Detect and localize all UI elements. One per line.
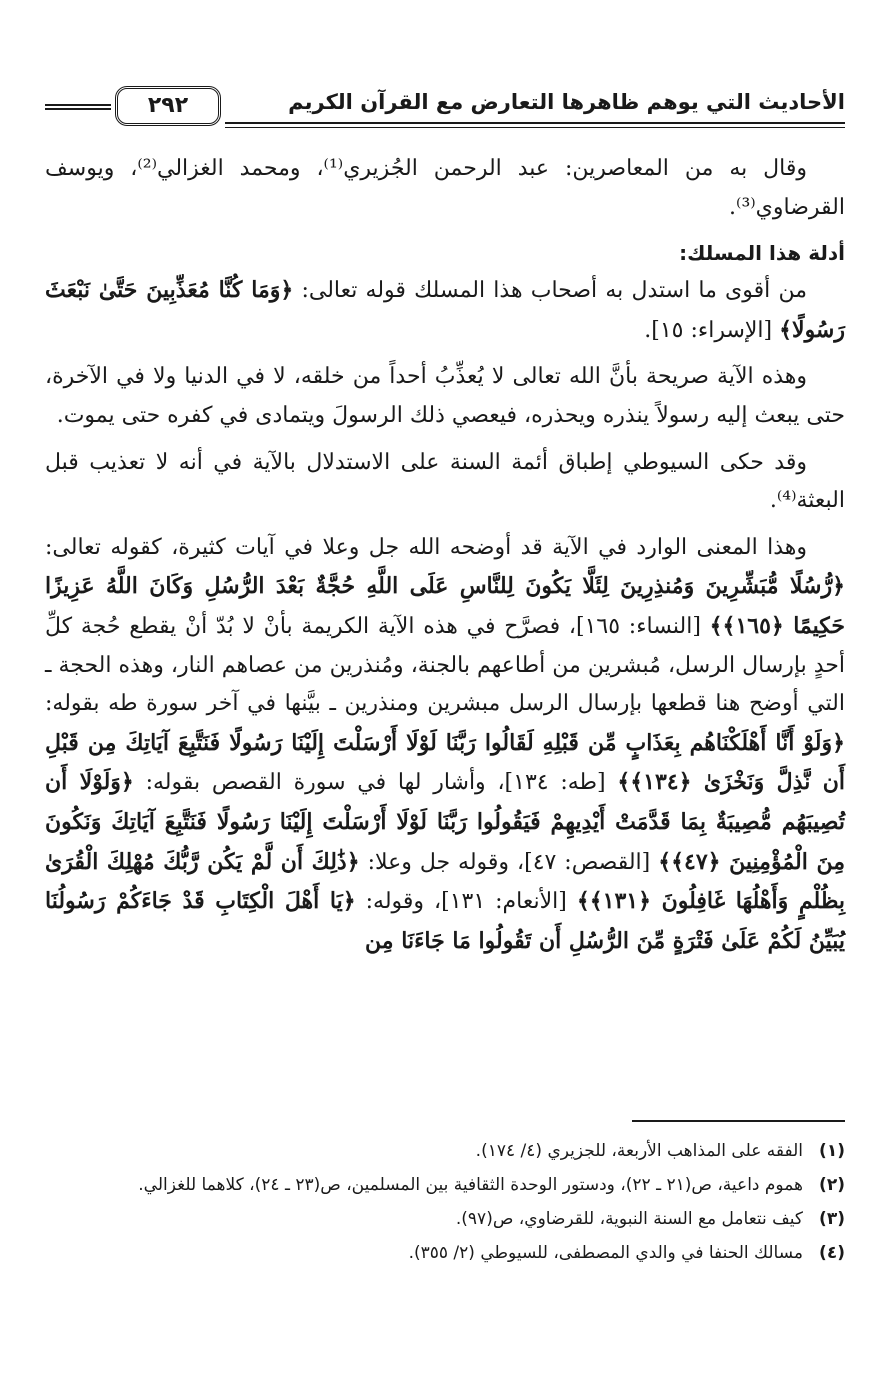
section-heading: أدلة هذا المسلك: <box>679 241 845 266</box>
text-run: [النساء: ١٦٥]، فصرَّح في هذه الآية الكريمة بأنْ لا بُدّ أنْ يقطع حُجة كلِّ أحدٍ بإرسال الرسل، مُبشرين من أطاعهم بالجنة، ومُنذرين من عصاهم النار، وهذه الحجة ـ التي أوضح هنا قطعها بإرسال الرسل مبشرين ومنذرين ـ بيَّنها في آخر سورة طه بقوله: <box>45 613 845 717</box>
paragraph-strongest-evidence <box>45 271 845 350</box>
footnote-text: هموم داعية، ص(٢١ ـ ٢٢)، ودستور الوحدة الثقافية بين المسلمين، ص(٢٣ ـ ٢٤)، كلاهما للغزالي. <box>138 1175 803 1195</box>
footnote-number: (٣) <box>819 1209 845 1229</box>
paragraph-supporting-verses <box>45 529 845 962</box>
paragraph-contemporaries: وقال به من المعاصرين: عبد الرحمن الجُزيري⁽¹⁾، ومحمد الغزالي⁽²⁾، ويوسف القرضاوي⁽³⁾. <box>45 156 845 220</box>
text-run: [طه: ١٣٤]، وأشار لها في سورة القصص بقوله: <box>133 770 618 796</box>
quran-verse: ﴿وَلَوْ أَنَّا أَهْلَكْنَاهُم بِعَذَابٍ مِّن قَبْلِهِ لَقَالُوا رَبَّنَا لَوْلَا أَرْسَلْتَ إِلَيْنَا رَسُولًا فَنَتَّبِعَ آيَاتِكَ مِن قَبْلِ أَن نَّذِلَّ وَنَخْزَىٰ ﴿١٣٤﴾﴾ <box>45 729 845 796</box>
footnote-text: الفقه على المذاهب الأربعة، للجزيري (٤/ ١٧٤). <box>475 1141 803 1161</box>
footnote-number: (١) <box>819 1141 845 1161</box>
footnote-separator <box>632 1120 845 1122</box>
body-text <box>45 150 845 961</box>
paragraph-suyuti: وقد حكى السيوطي إطباق أئمة السنة على الاستدلال بالآية في أنه لا تعذيب قبل البعثة⁽⁴⁾. <box>45 449 845 514</box>
page-number: ٢٩٢ <box>147 93 189 118</box>
footnote-item <box>45 1134 845 1168</box>
footnotes <box>45 1134 845 1270</box>
footnote-number: (٢) <box>819 1175 845 1195</box>
quran-verse: ﴿ذَٰلِكَ أَن لَّمْ يَكُن رَّبُّكَ مُهْلِكَ الْقُرَىٰ بِظُلْمٍ وَأَهْلُهَا غَافِلُونَ ﴿١٣١﴾﴾ <box>45 848 845 915</box>
page-header <box>45 82 845 134</box>
header-rule-left <box>45 104 111 110</box>
quran-verse: ﴿رُّسُلًا مُّبَشِّرِينَ وَمُنذِرِينَ لِئَلَّا يَكُونَ لِلنَّاسِ عَلَى اللَّهِ حُجَّةٌ بَعْدَ الرُّسُلِ وَكَانَ اللَّهُ عَزِيزًا حَكِيمًا ﴿١٦٥﴾﴾ <box>45 573 845 639</box>
text-run: من أقوى ما استدل به أصحاب هذا المسلك قوله تعالى: <box>293 278 807 304</box>
paragraph-verse-explanation: وهذه الآية صريحة بأنَّ الله تعالى لا يُعذِّبُ أحداً من خلقه، لا في الدنيا ولا في الآخرة، حتى يبعث إليه رسولاً ينذره ويحذره، فيعصي ذلك الرسولَ ويتمادى في كفره حتى يموت. <box>45 364 845 428</box>
footnote-item <box>45 1168 845 1202</box>
footnote-text: مسالك الحنفا في والدي المصطفى، للسيوطي (٢/ ٣٥٥). <box>408 1243 803 1263</box>
text-run: [القصص: ٤٧]، وقوله جل وعلا: <box>359 849 659 875</box>
running-title: الأحاديث التي يوهم ظاهرها التعارض مع القرآن الكريم <box>288 90 845 114</box>
quran-verse: ﴿وَمَا كُنَّا مُعَذِّبِينَ حَتَّىٰ نَبْعَثَ رَسُولًا﴾ <box>45 277 845 343</box>
footnote-item <box>45 1202 845 1236</box>
text-run: [الأنعام: ١٣١]، وقوله: <box>355 889 577 915</box>
header-rule <box>225 122 845 128</box>
quran-verse: ﴿يَا أَهْلَ الْكِتَابِ قَدْ جَاءَكُمْ رَسُولُنَا يُبَيِّنُ لَكُمْ عَلَىٰ فَتْرَةٍ مِّنَ الرُّسُلِ أَن تَقُولُوا مَا جَاءَنَا مِن <box>45 888 845 954</box>
quran-verse: ﴿وَلَوْلَا أَن تُصِيبَهُم مُّصِيبَةٌ بِمَا قَدَّمَتْ أَيْدِيهِمْ فَيَقُولُوا رَبَّنَا لَوْلَا أَرْسَلْتَ إِلَيْنَا رَسُولًا فَنَتَّبِعَ آيَاتِكَ وَنَكُونَ مِنَ الْمُؤْمِنِينَ ﴿٤٧﴾﴾ <box>45 769 846 875</box>
verse-citation: [الإسراء: ١٥]. <box>644 317 780 343</box>
footnote-text: كيف نتعامل مع السنة النبوية، للقرضاوي، ص(٩٧). <box>455 1209 803 1229</box>
text-run: وهذا المعنى الوارد في الآية قد أوضحه الله جل وعلا في آيات كثيرة، كقوله تعالى: <box>45 534 807 560</box>
footnote-number: (٤) <box>819 1243 845 1263</box>
page-number-frame <box>115 86 221 126</box>
footnote-item <box>45 1236 845 1270</box>
